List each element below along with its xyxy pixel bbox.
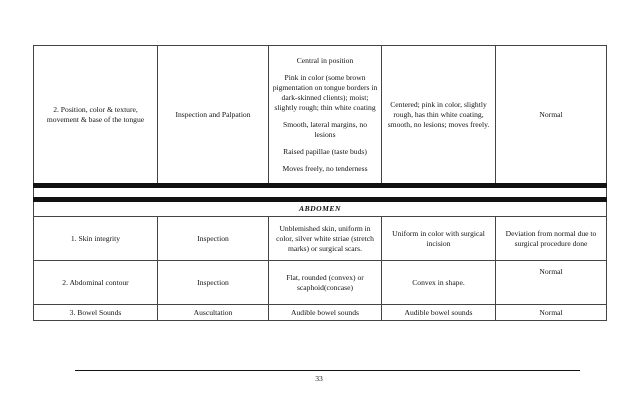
section-title: ABDOMEN (34, 200, 607, 217)
normal-finding: Pink in color (some brown pigmentation on tongue borders in dark-skinned clients); moist; slightly rough; thin white coating (272, 72, 378, 112)
footer-divider (75, 370, 580, 371)
method-cell: Inspection (158, 217, 269, 261)
actual-findings-cell: Centered; pink in color, slightly rough, has thin white coating, smooth, no lesions; moves freely. (382, 46, 496, 186)
analysis-cell: Normal (496, 261, 607, 305)
analysis-cell: Normal (496, 46, 607, 186)
method-cell: Auscultation (158, 305, 269, 321)
normal-findings-cell: Flat, rounded (convex) or scaphoid(concase) (269, 261, 382, 305)
separator-cell (34, 186, 607, 200)
section-header-row (34, 200, 607, 217)
section-separator (34, 186, 607, 200)
normal-findings-cell (269, 46, 382, 186)
table-row (34, 261, 607, 305)
actual-findings-cell: Audible bowel sounds (382, 305, 496, 321)
analysis-cell: Normal (496, 305, 607, 321)
normal-finding: Moves freely, no tenderness (282, 163, 368, 173)
area-cell: 2. Abdominal contour (34, 261, 158, 305)
actual-findings-cell: Uniform in color with surgical incision (382, 217, 496, 261)
method-cell: Inspection (158, 261, 269, 305)
normal-finding: Smooth, lateral margins, no lesions (282, 119, 367, 139)
area-cell: 1. Skin integrity (34, 217, 158, 261)
normal-findings-cell: Unblemished skin, uniform in color, silver white striae (stretch marks) or surgical scars. (269, 217, 382, 261)
actual-findings-cell: Convex in shape. (382, 261, 496, 305)
normal-finding: Central in position (296, 55, 354, 65)
analysis-cell: Deviation from normal due to surgical procedure done (496, 217, 607, 261)
normal-finding: Raised papillae (taste buds) (283, 146, 367, 156)
table-row (34, 305, 607, 321)
table-row (34, 217, 607, 261)
page-number: 33 (315, 374, 323, 383)
method-cell: Inspection and Palpation (158, 46, 269, 186)
assessment-table (33, 45, 607, 321)
table-row (34, 46, 607, 186)
area-cell: 3. Bowel Sounds (34, 305, 158, 321)
area-cell: 2. Position, color & texture, movement & base of the tongue (34, 46, 158, 186)
normal-findings-cell: Audible bowel sounds (269, 305, 382, 321)
